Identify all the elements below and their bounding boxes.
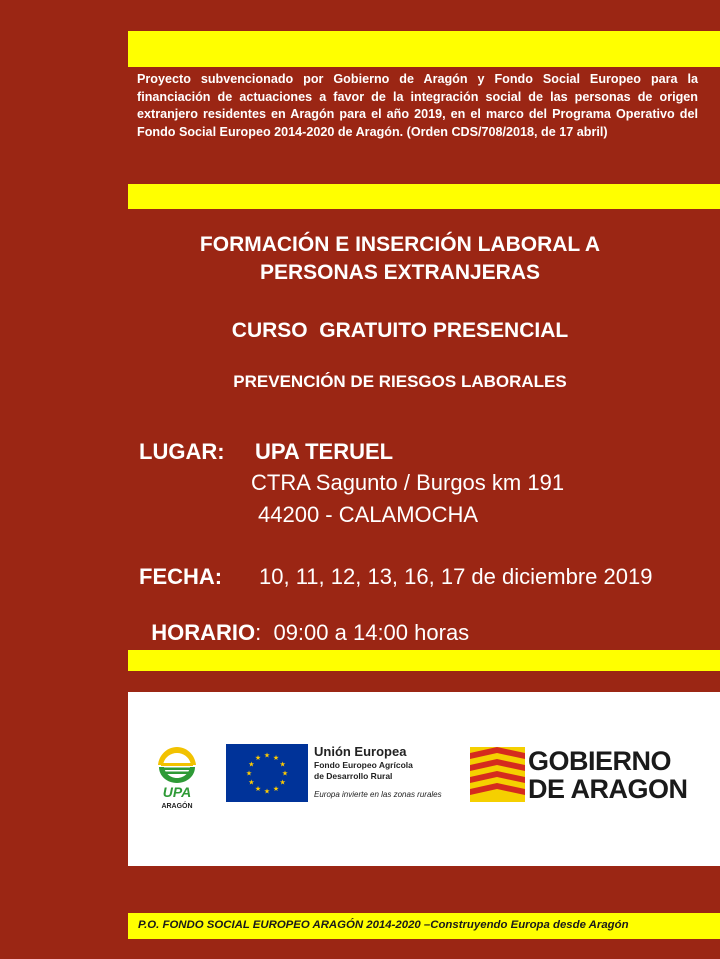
eu-star-icon: ★ xyxy=(248,779,255,787)
eu-fund-line1: Fondo Europeo Agrícola xyxy=(314,760,413,770)
schedule-row xyxy=(139,594,469,646)
eu-flag-icon xyxy=(226,744,308,802)
eu-star-icon: ★ xyxy=(248,761,255,769)
location-label: LUGAR: xyxy=(139,439,225,464)
lower-yellow-bar xyxy=(128,650,720,671)
gobierno-aragon-logo-text xyxy=(528,747,718,803)
eu-star-icon: ★ xyxy=(263,788,271,796)
eu-star-icon: ★ xyxy=(281,770,289,778)
eu-star-icon: ★ xyxy=(254,786,262,794)
top-yellow-bar xyxy=(128,31,720,67)
upa-logo-text: UPA xyxy=(162,784,192,800)
eu-star-icon: ★ xyxy=(263,752,271,760)
footer-text: P.O. FONDO SOCIAL EUROPEO ARAGÓN 2014-2020 –Construyendo Europa desde Aragón xyxy=(138,919,629,931)
eu-star-icon: ★ xyxy=(272,754,280,762)
eu-text-block xyxy=(314,744,464,800)
sponsor-logos-panel xyxy=(128,692,720,866)
course-topic: PREVENCIÓN DE RIESGOS LABORALES xyxy=(233,372,567,391)
location-value: UPA TERUEL xyxy=(255,439,394,464)
footer-bar xyxy=(128,913,720,939)
aragon-flag-icon xyxy=(470,747,525,802)
eu-star-icon: ★ xyxy=(245,770,253,778)
eu-star-icon: ★ xyxy=(279,761,286,769)
intro-paragraph: Proyecto subvencionado por Gobierno de Aragón y Fondo Social Europeo para la financiación de actuaciones a favor de la integración social de las personas de origen extranjero residentes en Aragón para el año 2019, en el marco del Programa Operativo del Fondo Social Europeo 2014-2020 de Aragón. (Orden CDS/708/2018, de 17 abril) xyxy=(137,72,698,139)
date-row xyxy=(139,564,652,590)
date-label: FECHA: xyxy=(139,564,223,589)
location-row xyxy=(139,439,393,465)
gobierno-text-line2: DE ARAGON xyxy=(528,774,688,804)
main-title xyxy=(80,231,720,287)
address-line2: 44200 - CALAMOCHA xyxy=(258,502,479,527)
eu-star-icon: ★ xyxy=(279,779,286,787)
main-title-line2: PERSONAS EXTRANJERAS xyxy=(259,261,541,284)
middle-yellow-bar xyxy=(128,184,720,209)
eu-slogan: Europa invierte en las zonas rurales xyxy=(314,790,442,799)
address-line1: CTRA Sagunto / Burgos km 191 xyxy=(251,470,565,495)
schedule-value: : 09:00 a 14:00 horas xyxy=(255,620,470,645)
main-title-line1: FORMACIÓN E INSERCIÓN LABORAL A xyxy=(199,233,601,256)
course-title: CURSO GRATUITO PRESENCIAL xyxy=(231,319,569,342)
upa-logo-subtext: ARAGÓN xyxy=(161,803,193,810)
schedule-label: HORARIO xyxy=(151,620,256,645)
gobierno-text-line1: GOBIERNO xyxy=(528,746,672,776)
date-value: 10, 11, 12, 13, 16, 17 de diciembre 2019 xyxy=(259,564,653,589)
upa-aragon-logo xyxy=(153,745,201,815)
eu-star-icon: ★ xyxy=(272,786,280,794)
eu-star-icon: ★ xyxy=(254,754,262,762)
eu-title: Unión Europea xyxy=(314,744,407,759)
eu-fund-line2: de Desarrollo Rural xyxy=(314,771,393,781)
